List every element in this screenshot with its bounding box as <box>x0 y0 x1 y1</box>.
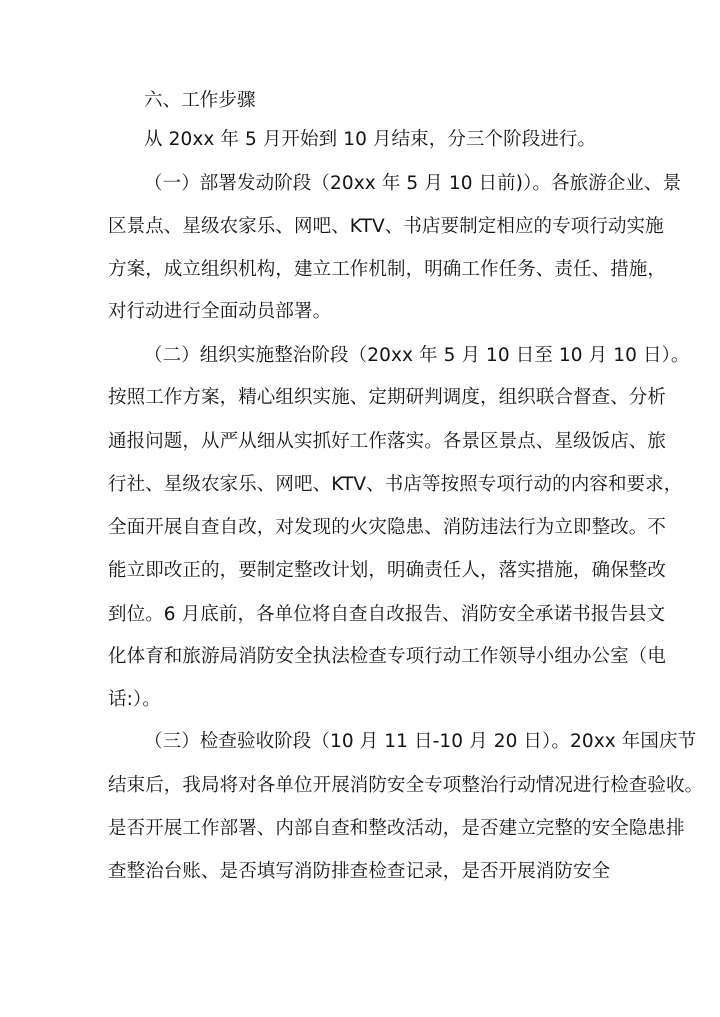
paragraph-line: 结束后，我局将对各单位开展消防安全专项整治行动情况进行检查验收。 <box>108 775 704 796</box>
paragraph-line: 化体育和旅游局消防安全执法检查专项行动工作领导小组办公室（电 <box>108 646 667 667</box>
paragraph-line: 行社、星级农家乐、网吧、KTV、书店等按照专项行动的内容和要求， <box>108 474 683 495</box>
paragraph-line: 是否开展工作部署、内部自查和整改活动，是否建立完整的安全隐患排 <box>108 818 685 839</box>
paragraph-line: 从 20xx 年 5 月开始到 10 月结束，分三个阶段进行。 <box>144 129 597 150</box>
paragraph-line: 区景点、星级农家乐、网吧、KTV、书店要制定相应的专项行动实施 <box>108 216 664 237</box>
paragraph-line: （三）检查验收阶段（10 月 11 日-10 月 20 日）。20xx 年国庆节 <box>144 731 697 752</box>
paragraph-line: 全面开展自查自改，对发现的火灾隐患、消防违法行为立即整改。不 <box>108 517 667 538</box>
paragraph-line: 对行动进行全面动员部署。 <box>108 301 332 322</box>
paragraph-line: （一）部署发动阶段（20xx 年 5 月 10 日前)）。各旅游企业、景 <box>144 173 682 194</box>
paragraph-line: 能立即改正的，要制定整改计划，明确责任人，落实措施，确保整改 <box>108 560 667 581</box>
paragraph-line: 按照工作方案，精心组织实施、定期研判调度，组织联合督查、分析 <box>108 387 667 408</box>
paragraph-line: 到位。6 月底前，各单位将自查自改报告、消防安全承诺书报告县文 <box>108 604 666 625</box>
paragraph-line: 查整治台账、是否填写消防排查检查记录，是否开展消防安全 <box>108 861 611 882</box>
section-heading: 六、工作步骤 <box>144 90 256 111</box>
paragraph-line: （二）组织实施整治阶段（20xx 年 5 月 10 日至 10 月 10 日）。 <box>144 345 690 366</box>
paragraph-line: 话:）。 <box>108 689 161 710</box>
paragraph-line: 通报问题，从严从细从实抓好工作落实。各景区景点、星级饭店、旅 <box>108 431 667 452</box>
paragraph-line: 方案，成立组织机构，建立工作机制，明确工作任务、责任、措施， <box>108 259 667 280</box>
